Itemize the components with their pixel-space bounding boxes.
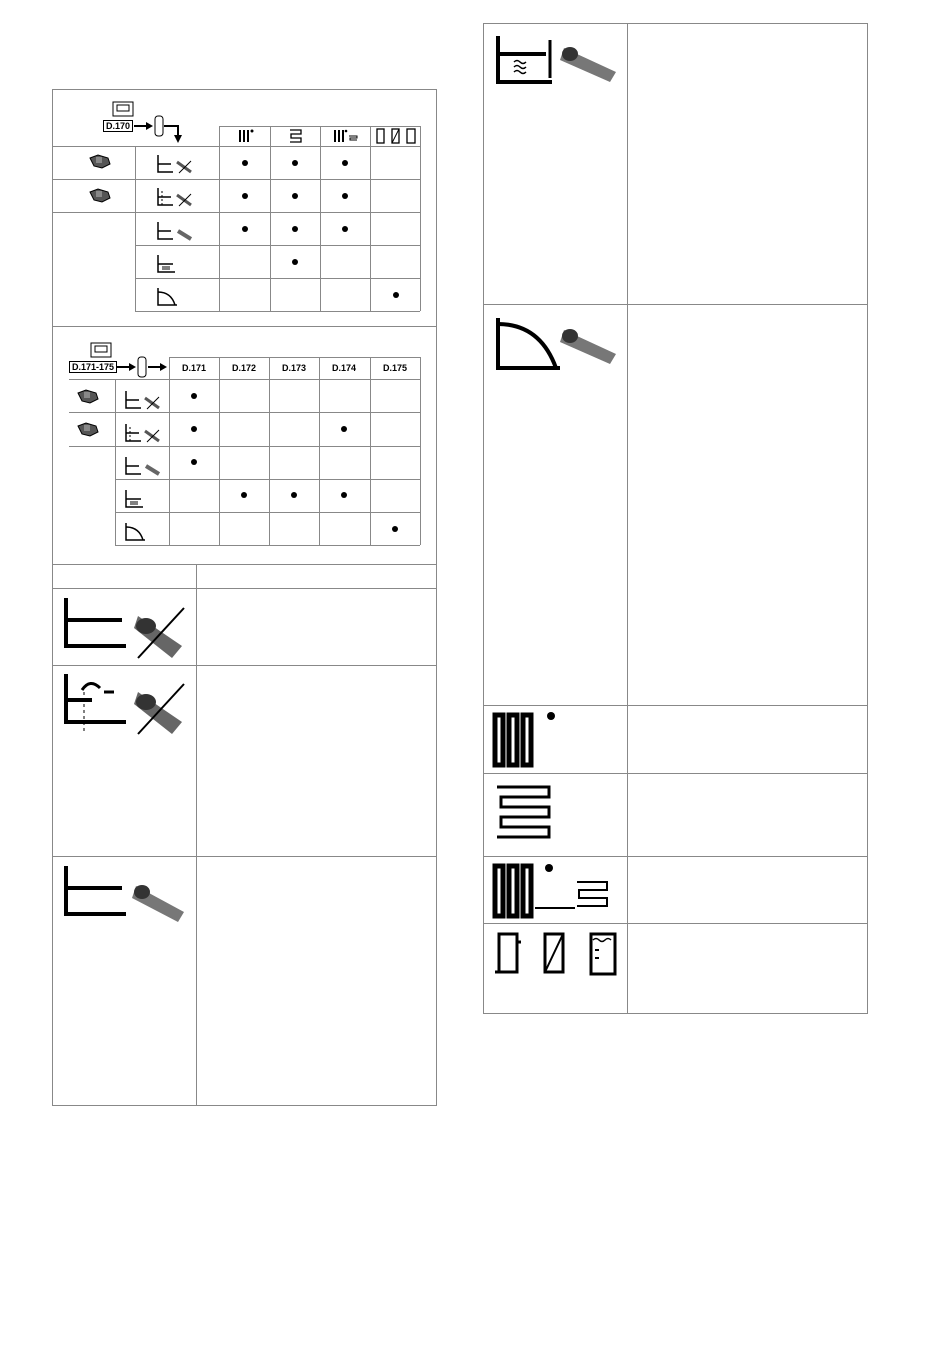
radiator-icon <box>491 711 557 769</box>
dot <box>191 459 197 465</box>
heat-curve-sensor-icon <box>62 864 192 924</box>
radiator-icon <box>238 129 254 143</box>
dot <box>342 193 348 199</box>
dot <box>242 160 248 166</box>
radiator-underfloor-icon <box>333 129 359 143</box>
column-header: D.171 <box>181 363 207 373</box>
cylinder-icons <box>491 930 621 978</box>
dot <box>241 492 247 498</box>
heat-curve-offset-no-sensor-icon <box>157 187 195 207</box>
underfloor-icon <box>289 129 303 143</box>
selector-icon <box>137 356 147 378</box>
dot <box>242 193 248 199</box>
selector-icon <box>154 115 164 137</box>
radiator-underfloor-icon <box>491 862 613 920</box>
heat-curve-offset-no-sensor-icon <box>125 423 163 443</box>
dot <box>242 226 248 232</box>
dot <box>292 259 298 265</box>
arrow-right-icon <box>134 121 154 131</box>
arrow-right-icon <box>117 362 137 372</box>
arrow-down-icon <box>164 121 184 145</box>
dot <box>342 226 348 232</box>
curve-sensor-icon <box>494 316 624 372</box>
arrow-right-icon <box>148 362 168 372</box>
code-tag-d171-175: D.171-175 <box>69 361 117 373</box>
column-header: D.173 <box>281 363 307 373</box>
dot <box>292 193 298 199</box>
column-header: D.172 <box>231 363 257 373</box>
pump-icon <box>88 186 112 204</box>
pump-icon <box>76 420 100 438</box>
controller-icon <box>112 101 134 117</box>
dhw-sensor-icon <box>494 34 624 86</box>
dot <box>342 160 348 166</box>
pump-icon <box>76 387 100 405</box>
controller-icon <box>90 342 112 358</box>
dot <box>191 393 197 399</box>
dot <box>341 426 347 432</box>
cylinder-icons <box>375 128 417 144</box>
dot <box>341 492 347 498</box>
heat-curve-dhw-sensor-icon <box>125 489 149 509</box>
dot <box>392 526 398 532</box>
dot <box>292 160 298 166</box>
heat-curve-no-sensor-icon <box>157 154 195 174</box>
heat-curve-dhw-sensor-icon <box>157 254 181 274</box>
column-header: D.175 <box>382 363 408 373</box>
code-tag-d170: D.170 <box>103 120 133 132</box>
heat-curve-sensor-icon <box>157 221 195 241</box>
heat-curve-sensor-icon <box>125 456 163 476</box>
dot <box>191 426 197 432</box>
curve-sensor-icon <box>157 287 181 307</box>
heat-curve-no-sensor-icon <box>125 390 163 410</box>
curve-sensor-icon <box>125 522 149 542</box>
dot <box>291 492 297 498</box>
heat-curve-offset-no-sensor-icon <box>62 672 192 738</box>
pump-icon <box>88 152 112 170</box>
heat-curve-no-sensor-icon <box>62 596 192 662</box>
column-header: D.174 <box>331 363 357 373</box>
underfloor-icon <box>495 783 555 843</box>
dot <box>393 292 399 298</box>
dot <box>292 226 298 232</box>
